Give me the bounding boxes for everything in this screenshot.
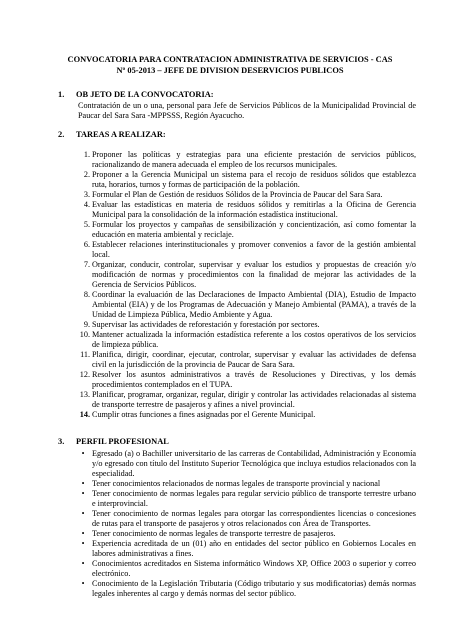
task-text: Proponer a la Gerencia Municipal un sistema para el recojo de residuos sólidos que establezca ruta, horarios, turnos y formas de participación de la población. <box>92 170 416 189</box>
bullet-icon: • <box>81 449 85 458</box>
task-number: 7. <box>83 260 90 269</box>
profile-text: Tener conocimiento de normas legales para otorgar las correspondientes licencias o concesiones de rutas para el transporte de pasajeros y otros relacionados con Área de Transportes. <box>92 509 416 528</box>
profile-text: Tener conocimiento de normas legales para regular servicio público de transporte terrestre urbano e interprovincial. <box>92 489 416 508</box>
profile-text: Egresado (a) o Bachiller universitario de las carreras de Contabilidad, Administración y Economía y/o egresado con título del Instituto Superior Tecnológica que incluya estudios relacionados con la especialidad. <box>92 449 416 478</box>
task-number: 11. <box>80 350 90 359</box>
task-number: 12. <box>79 370 90 379</box>
task-item <box>78 330 416 350</box>
task-item <box>78 200 416 220</box>
task-item <box>78 350 416 370</box>
task-number: 8. <box>83 290 90 299</box>
profile-item <box>78 489 416 509</box>
profile-item <box>78 479 416 489</box>
task-text: Proponer las políticas y estrategias para una eficiente prestación de servicios públicos, racionalizando de manera adecuada el empleo de los recursos municipales. <box>92 150 416 169</box>
bullet-icon: • <box>81 529 85 538</box>
task-item <box>78 150 416 170</box>
section-1-body: Contratación de un o una, personal para Jefe de Servicios Públicos de la Municipalidad Provincial de Paucar del Sara Sara -MPPSSS, Región Ayacucho. <box>78 101 416 120</box>
document-title <box>40 54 420 76</box>
task-item <box>78 170 416 190</box>
profile-list <box>78 449 416 599</box>
task-text: Planifica, dirigir, coordinar, ejecutar, controlar, supervisar y evaluar las actividades de defensa civil en la jurisdicción de la provincia de Paucar de Sara Sara. <box>92 350 416 369</box>
task-item <box>78 220 416 240</box>
task-text: Cumplir otras funciones a fines asignadas por el Gerente Municipal. <box>92 410 316 419</box>
profile-item <box>78 579 416 599</box>
profile-text: Tener conocimiento de normas legales de transporte terrestre de pasajeros. <box>92 529 336 538</box>
task-text: Establecer relaciones interinstitucionales y promover convenios a favor de la gestión ambiental local. <box>92 240 416 259</box>
title-line-2: Nº 05-2013 – JEFE DE DIVISION DESERVICIOS PUBLICOS <box>116 66 344 75</box>
task-number: 3. <box>83 190 90 199</box>
section-3-number: 3. <box>58 437 65 446</box>
task-number: 2. <box>83 170 90 179</box>
section-1-heading <box>58 90 214 100</box>
task-item <box>78 390 416 410</box>
profile-item <box>78 509 416 529</box>
profile-item <box>78 529 416 539</box>
task-item <box>78 370 416 390</box>
profile-item <box>78 449 416 479</box>
profile-text: Conocimientos acreditados en Sistema informático Windows XP, Office 2003 o superior y correo electrónico. <box>92 559 416 578</box>
task-text: Planificar, programar, organizar, regular, dirigir y controlar las actividades relacionadas al sistema de transporte terrestre de pasajeros y afines a nivel provincial. <box>92 390 416 409</box>
task-text: Mantener actualizada la información estadística referente a los costos operativos de los servicios de limpieza pública. <box>92 330 416 349</box>
title-line-1: CONVOCATORIA PARA CONTRATACION ADMINISTRATIVA DE SERVICIOS - CAS <box>67 55 393 64</box>
section-3-heading <box>58 437 169 447</box>
task-item <box>78 190 416 200</box>
profile-text: Conocimiento de la Legislación Tributaria (Código tributario y sus modificatorias) demás normas legales inherentes al cargo y demás normas del sector público. <box>92 579 416 598</box>
task-number: 14. <box>79 410 90 419</box>
task-number: 9. <box>83 320 90 329</box>
bullet-icon: • <box>81 539 85 548</box>
task-number: 4. <box>83 200 90 209</box>
task-number: 1. <box>83 150 90 159</box>
bullet-icon: • <box>81 579 85 588</box>
profile-text: Tener conocimientos relacionados de normas legales de transporte provincial y nacional <box>92 479 381 488</box>
section-2-number: 2. <box>58 130 65 139</box>
task-item <box>78 290 416 320</box>
section-1-title: OB JETO DE LA CONVOCATORIA: <box>76 90 214 99</box>
task-item <box>78 410 416 420</box>
profile-item <box>78 539 416 559</box>
task-text: Coordinar la evaluación de las Declaraciones de Impacto Ambiental (DIA), Estudio de Impacto Ambiental (EIA) y de los Programas de Adecuación y Manejo Ambiental (PAMA), a través de la Unidad de Limpieza Pública, Medio Ambiente y Agua. <box>92 290 416 319</box>
profile-text: Experiencia acreditada de un (01) año en entidades del sector público en Gobiernos Locales en labores administrativas a fines. <box>92 539 416 558</box>
task-number: 5. <box>83 220 90 229</box>
bullet-icon: • <box>81 479 85 488</box>
task-item <box>78 240 416 260</box>
section-1-number: 1. <box>58 90 65 99</box>
tasks-list <box>78 150 416 420</box>
task-text: Organizar, conducir, controlar, supervisar y evaluar los estudios y propuestas de creación y/o modificación de normas y procedimientos con la finalidad de mejorar las actividades de la Gerencia de Servicios Públicos. <box>92 260 416 289</box>
profile-item <box>78 559 416 579</box>
bullet-icon: • <box>81 559 85 568</box>
task-number: 13. <box>79 390 90 399</box>
task-text: Supervisar las actividades de reforestación y forestación por sectores. <box>92 320 320 329</box>
task-number: 6. <box>83 240 90 249</box>
task-item <box>78 320 416 330</box>
task-text: Evaluar las estadísticas en materia de residuos sólidos y remitirlas a la Oficina de Gerencia Municipal para la consolidación de la información estadística institucional. <box>92 200 416 219</box>
bullet-icon: • <box>81 509 85 518</box>
task-number: 10. <box>79 330 90 339</box>
bullet-icon: • <box>81 489 85 498</box>
task-text: Resolver los asuntos administrativos a través de Resoluciones y Directivas, y los demás procedimientos contemplados en el TUPA. <box>92 370 416 389</box>
section-3-title: PERFIL PROFESIONAL <box>76 437 169 446</box>
task-text: Formular los proyectos y campañas de sensibilización y concientización, así como fomentar la educación en materia ambiental y reciclaje. <box>92 220 416 239</box>
section-2-title: TAREAS A REALIZAR: <box>76 130 166 139</box>
section-2-heading <box>58 130 166 140</box>
task-text: Formular el Plan de Gestión de residuos Sólidos de la Provincia de Paucar del Sara Sara. <box>92 190 383 199</box>
task-item <box>78 260 416 290</box>
